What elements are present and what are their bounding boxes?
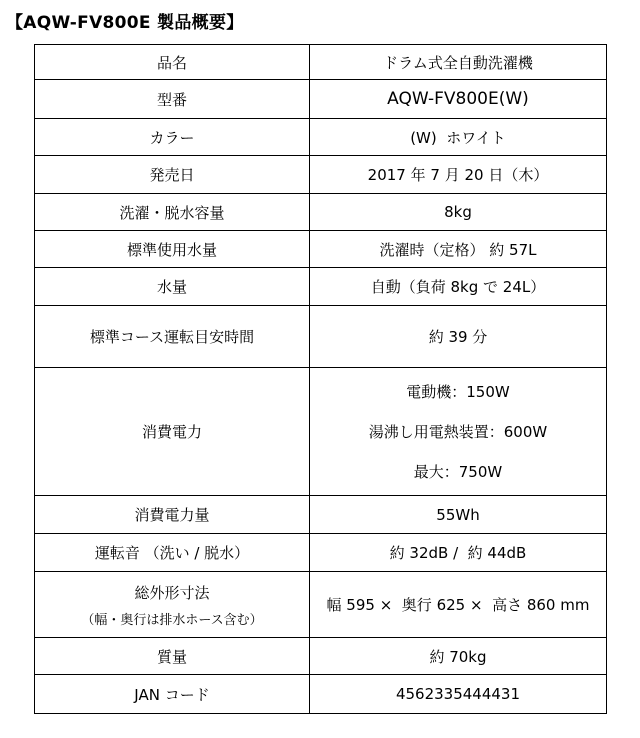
row-label: 消費電力量 (35, 496, 310, 534)
row-value: 8kg (310, 194, 607, 231)
row-value: 55Wh (310, 496, 607, 534)
table-row (35, 368, 607, 496)
table-row (35, 572, 607, 638)
row-value: 約 32dB / 約 44dB (310, 534, 607, 572)
row-value: 4562335444431 (310, 675, 607, 714)
row-label-group (35, 572, 310, 638)
table-row (35, 638, 607, 675)
row-label: 総外形寸法 (134, 583, 210, 602)
row-value: 約 39 分 (310, 306, 607, 368)
row-label: 質量 (35, 638, 310, 675)
row-value: ドラム式全自動洗濯機 (310, 45, 607, 80)
power-heater: 湯沸し用電熱装置：600W (368, 422, 548, 441)
row-label: カラー (35, 119, 310, 156)
row-label: 水量 (35, 268, 310, 306)
row-value: 洗濯時（定格） 約 57L (310, 231, 607, 268)
document-title: 【AQW-FV800E 製品概要】 (6, 13, 244, 33)
row-label: 品名 (35, 45, 310, 80)
table-row (35, 231, 607, 268)
table-row (35, 119, 607, 156)
row-label: 型番 (35, 80, 310, 119)
row-value: 約 70kg (310, 638, 607, 675)
row-label: 発売日 (35, 156, 310, 194)
row-value: AQW-FV800E(W) (310, 80, 607, 119)
row-value: 幅 595 × 奥行 625 × 高さ 860 mm (310, 572, 607, 638)
row-label: 洗濯・脱水容量 (35, 194, 310, 231)
row-label: 運転音 （洗い / 脱水） (35, 534, 310, 572)
row-value: 2017 年 7 月 20 日（木） (310, 156, 607, 194)
table-row (35, 194, 607, 231)
row-label: 標準使用水量 (35, 231, 310, 268)
table-row (35, 675, 607, 714)
table-row (35, 156, 607, 194)
table-row (35, 268, 607, 306)
table-row (35, 306, 607, 368)
row-label: 消費電力 (35, 368, 310, 496)
table-row (35, 45, 607, 80)
row-value-multi (310, 368, 607, 496)
table-row (35, 496, 607, 534)
table-row (35, 80, 607, 119)
row-label: JAN コード (35, 675, 310, 714)
row-sublabel: （幅・奥行は排水ホース含む） (81, 612, 263, 628)
row-value: 自動（負荷 8kg で 24L） (310, 268, 607, 306)
table-row (35, 534, 607, 572)
row-label: 標準コース運転目安時間 (35, 306, 310, 368)
power-max: 最大：750W (413, 462, 503, 481)
power-motor: 電動機：150W (406, 382, 510, 401)
spec-table (34, 44, 607, 714)
row-value: (W) ホワイト (310, 119, 607, 156)
